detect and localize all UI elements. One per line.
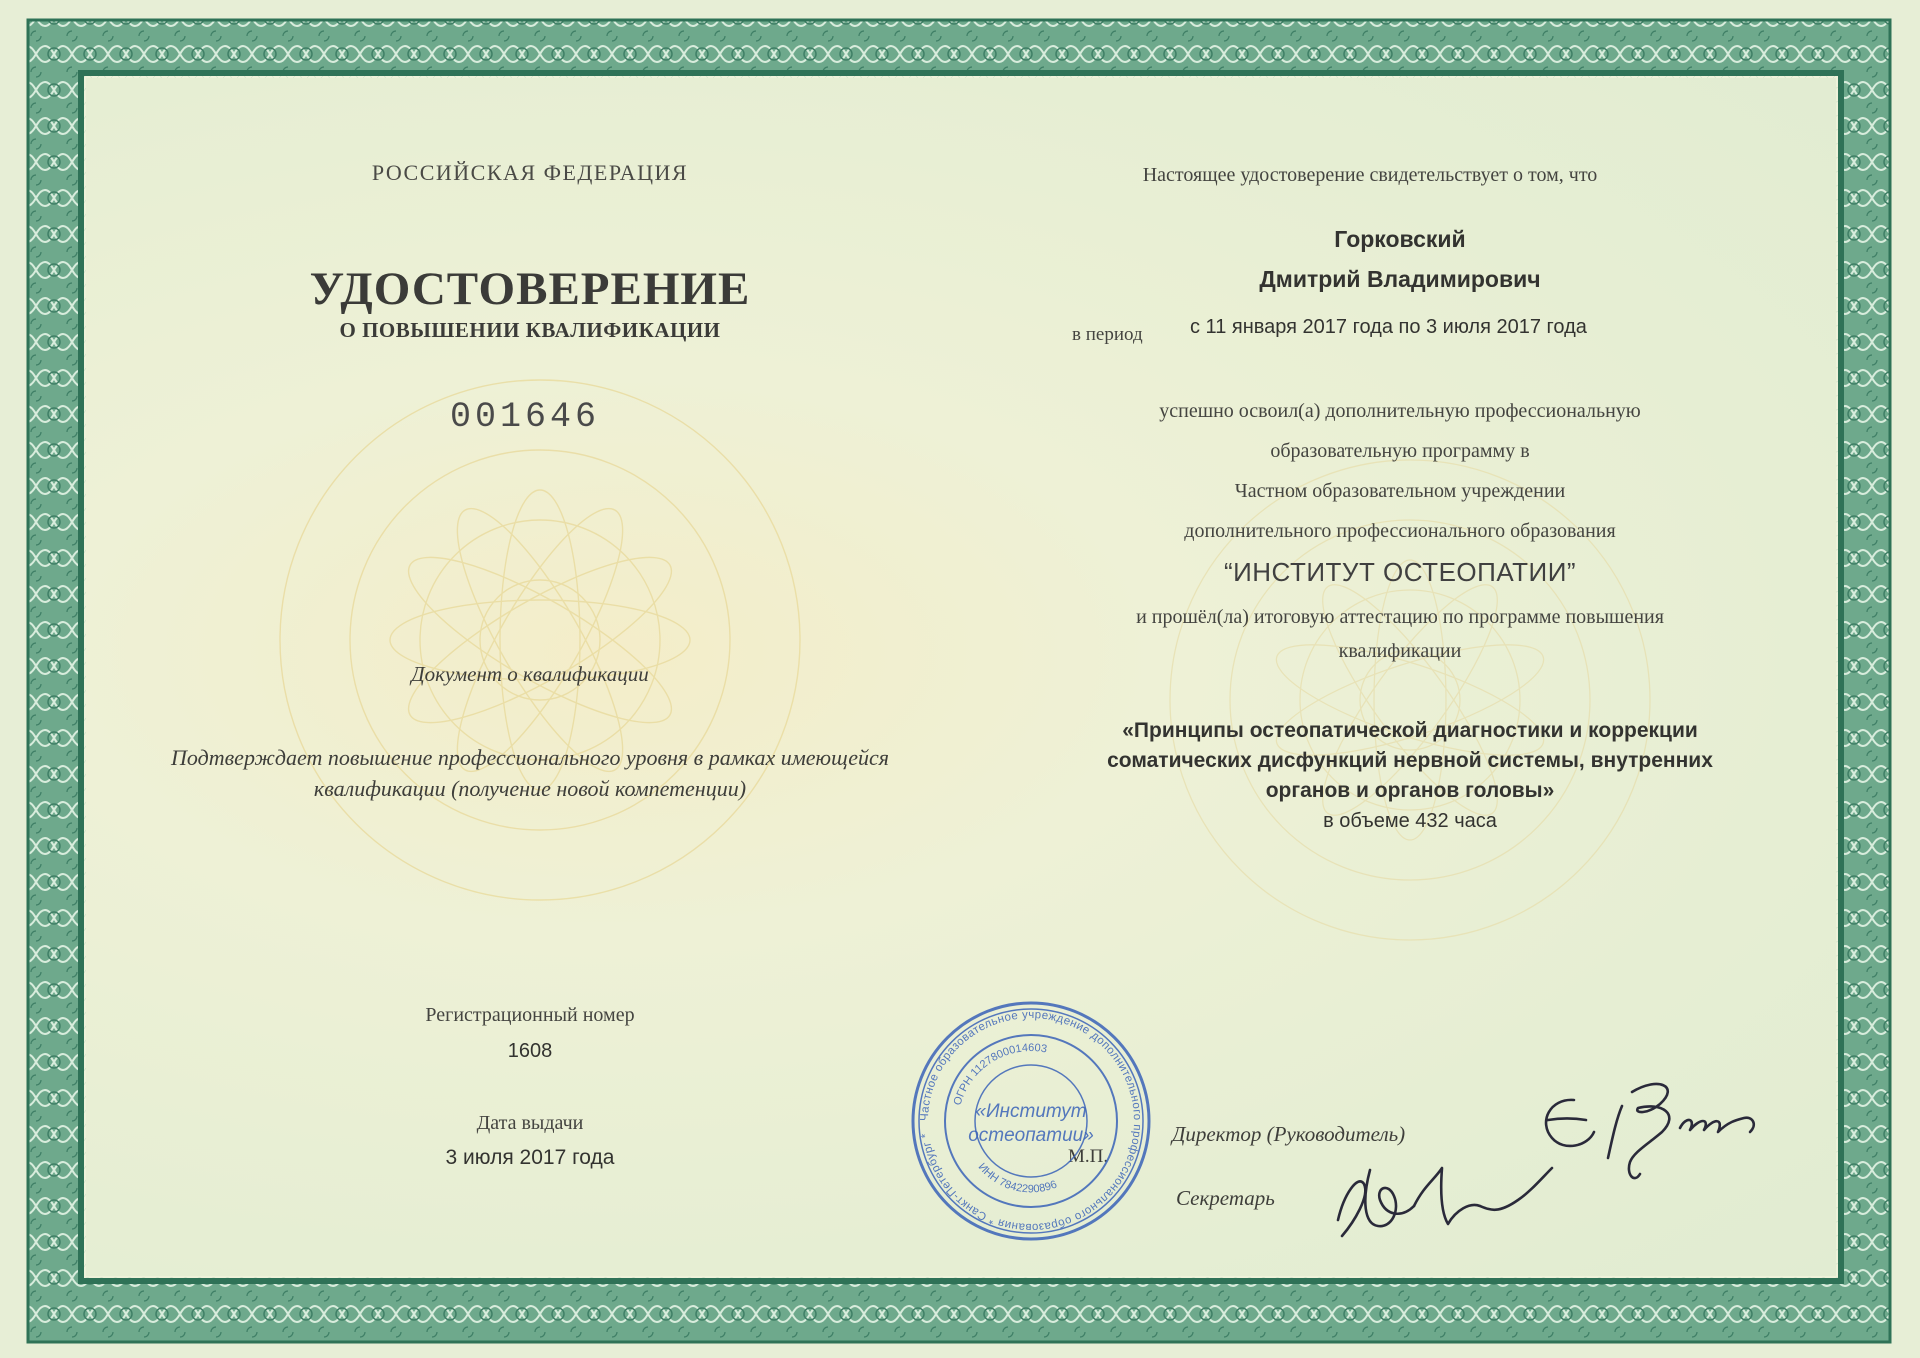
intro-text: Настоящее удостоверение свидетельствует о том, что (1142, 164, 1598, 186)
registration-number: 1608 (507, 1040, 553, 1062)
country-name: РОССИЙСКАЯ ФЕДЕРАЦИЯ (371, 160, 689, 185)
director-label: Директор (Руководитель) (1172, 1122, 1406, 1146)
institution-name: “ИНСТИТУТ ОСТЕОПАТИИ” (1223, 557, 1577, 587)
institution-stamp (906, 996, 1156, 1246)
holder-given-names: Дмитрий Владимирович (1259, 266, 1541, 292)
secretary-label: Секретарь (1176, 1186, 1275, 1210)
institution-line-2: дополнительного профессионального образования (1184, 520, 1616, 542)
program-volume: в объеме 432 часа (1323, 810, 1497, 832)
document-title: УДОСТОВЕРЕНИЕ (309, 263, 751, 315)
attestation-line-2: квалификации (1338, 640, 1462, 662)
secretary-signature (1330, 1140, 1560, 1250)
registration-label: Регистрационный номер (425, 1004, 635, 1026)
confirmation-text: Подтверждает повышение профессионального уровня в рамках имеющейся квалификации (получение новой компетенции) (171, 745, 889, 801)
stamp-inn: ИНН 7842290896 (975, 1160, 1059, 1196)
seal-place-label: М.П. (1068, 1146, 1109, 1167)
attestation-line-1: и прошёл(ла) итоговую аттестацию по программе повышения (1136, 606, 1664, 628)
issue-date-label: Дата выдачи (476, 1112, 584, 1134)
issue-date: 3 июля 2017 года (445, 1146, 615, 1169)
mastered-line-1: успешно освоил(а) дополнительную профессиональную (1159, 400, 1641, 422)
stamp-outer-text: Частное образовательное учреждение дополнительного профессионального образования * Санкт-Петербург * (918, 1008, 1144, 1234)
period-label: в период (1072, 324, 1143, 345)
stamp-center-line-1: «Институт (975, 1101, 1087, 1122)
stamp-center-line-2: остеопатии» (968, 1125, 1094, 1146)
document-subtitle: О ПОВЫШЕНИИ КВАЛИФИКАЦИИ (339, 318, 721, 342)
mastered-line-2: образовательную программу в (1270, 440, 1530, 462)
document-type: Документ о квалификации (411, 662, 649, 686)
institution-line-1: Частном образовательном учреждении (1234, 480, 1566, 502)
program-title: «Принципы остеопатической диагностики и коррекции соматических дисфункций нервной системы, внутренних органов и органов головы» (1107, 719, 1713, 802)
study-period: с 11 января 2017 года по 3 июля 2017 года (1190, 316, 1587, 338)
director-signature (1530, 1062, 1770, 1192)
serial-number: 001646 (449, 397, 601, 437)
stamp-ogrn: ОГРН 1127800014603 (951, 1042, 1048, 1107)
holder-surname: Горковский (1334, 226, 1466, 252)
